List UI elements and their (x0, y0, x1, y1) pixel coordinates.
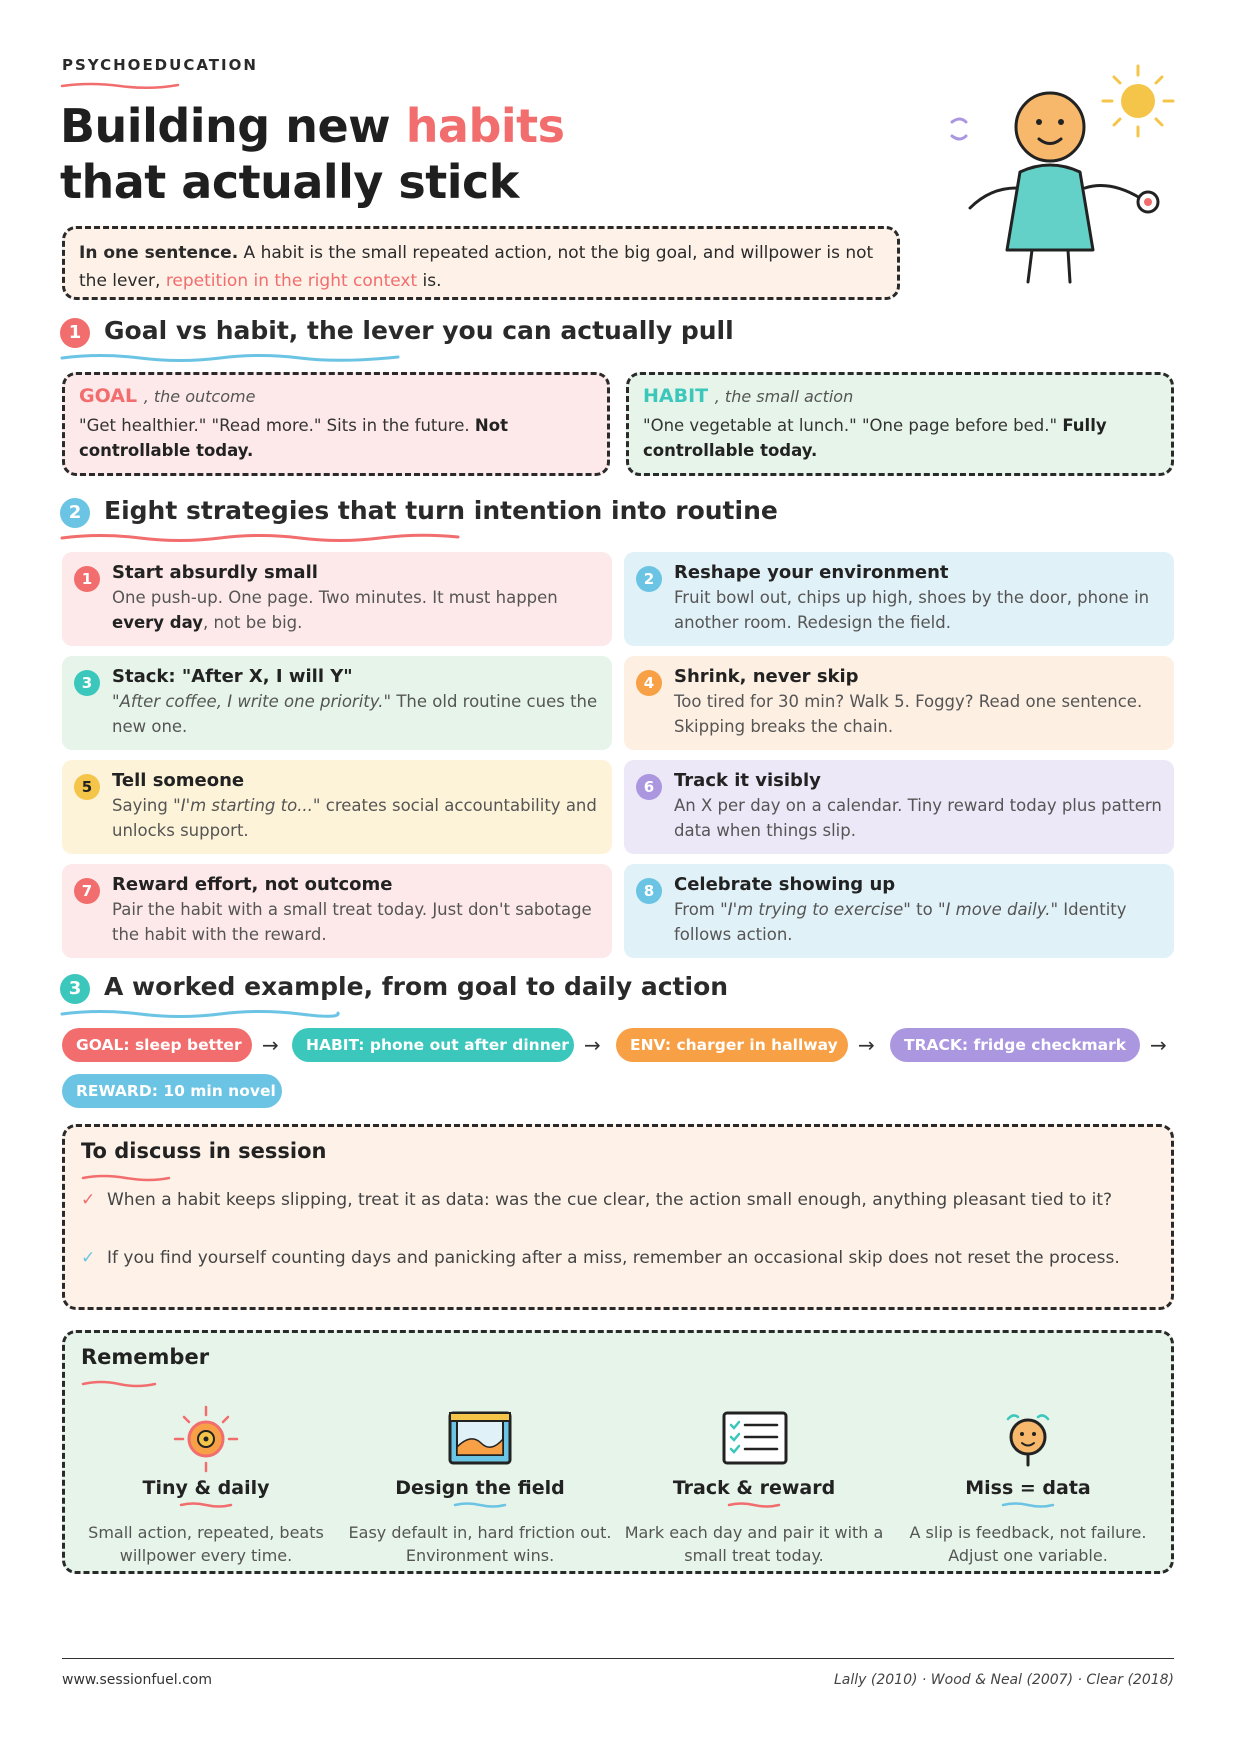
strategy-body-end: , not be big. (202, 613, 303, 632)
speech-mark-icon (952, 119, 966, 139)
strategy-title: Shrink, never skip (674, 666, 859, 687)
section-1-title: Goal vs habit, the lever you can actually pull (104, 316, 734, 345)
checklist-icon (719, 1403, 789, 1475)
section-1-underline (60, 352, 400, 364)
summary-highlight: repetition in the right context (165, 271, 418, 291)
remember-item-underline (727, 1501, 781, 1509)
discuss-item (81, 1245, 1141, 1272)
strategy-number-badge: 2 (636, 566, 662, 592)
remember-item-title: Tiny & daily (142, 1477, 270, 1499)
remember-item-title: Design the field (395, 1477, 565, 1499)
goal-sublabel: , the outcome (143, 387, 256, 406)
chain-step-habit: HABIT: phone out after dinner (292, 1028, 574, 1062)
strategy-title: Track it visibly (674, 770, 821, 791)
remember-item-body: Small action, repeated, beats willpower every time. (88, 1523, 324, 1565)
section-2-underline (60, 532, 460, 544)
discuss-item-text: When a habit keeps slipping, treat it as data: was the cue clear, the action small enough, anything pleasant tied to it? (107, 1190, 1113, 1210)
strategy-body: One push-up. One page. Two minutes. It must happen (112, 588, 558, 607)
chain-arrow-icon: → (262, 1033, 279, 1057)
discuss-title: To discuss in session (81, 1139, 327, 1163)
remember-item-underline (1001, 1501, 1055, 1509)
summary-text-b: is. (417, 271, 442, 291)
strategy-title: Tell someone (112, 770, 245, 791)
title-accent: habits (405, 99, 565, 153)
section-2-title: Eight strategies that turn intention into routine (104, 496, 778, 525)
strategy-body: creates social accountability and unlocks support. (112, 796, 597, 840)
goal-label: GOAL (79, 385, 138, 407)
habit-sublabel: , the small action (714, 387, 854, 406)
chain-arrow-icon: → (858, 1033, 875, 1057)
check-icon: ✓ (81, 1248, 96, 1268)
chain-step-env: ENV: charger in hallway (616, 1028, 848, 1062)
strategy-title: Stack: "After X, I will Y" (112, 666, 353, 687)
strategy-card-6 (624, 760, 1174, 854)
habit-bold: Fully controllable today. (643, 416, 1107, 460)
strategy-body-italic: "After coffee, I write one priority." (112, 692, 392, 711)
remember-item-body: Easy default in, hard friction out. Environment wins. (348, 1523, 612, 1565)
habit-body: "One vegetable at lunch." "One page before bed." (643, 416, 1058, 435)
section-3-title: A worked example, from goal to daily action (104, 972, 729, 1001)
strategy-body: An X per day on a calendar. Tiny reward today plus pattern data when things slip. (674, 796, 1162, 840)
section-1-number-badge: 1 (60, 318, 90, 348)
goal-box (62, 372, 610, 476)
strategy-body: Fruit bowl out, chips up high, shoes by the door, phone in another room. Redesign the field. (674, 588, 1150, 632)
strategy-body: The old routine cues the new one. (112, 692, 598, 736)
section-2-number-badge: 2 (60, 498, 90, 528)
remember-item-3 (619, 1403, 889, 1567)
strategy-body-italic: "I'm trying to exercise" (720, 900, 911, 919)
picture-frame-icon (445, 1403, 515, 1475)
remember-item-4 (893, 1403, 1163, 1567)
strategy-body-italic: "I'm starting to..." (173, 796, 321, 815)
chain-step-goal: GOAL: sleep better (62, 1028, 252, 1062)
footer-site-link[interactable]: www.sessionfuel.com (62, 1672, 212, 1688)
page-title (60, 98, 565, 210)
habit-label: HABIT (643, 385, 709, 407)
check-icon: ✓ (81, 1190, 96, 1210)
strategy-title: Reward effort, not outcome (112, 874, 393, 895)
footer-references: Lally (2010) · Wood & Neal (2007) · Clear (2018) (834, 1672, 1174, 1688)
strategy-body: Too tired for 30 min? Walk 5. Foggy? Read one sentence. Skipping breaks the chain. (674, 692, 1143, 736)
strategy-body-italic-2: "I move daily." (937, 900, 1059, 919)
summary-box (62, 226, 900, 300)
sun-target-icon (171, 1403, 241, 1475)
remember-item-title: Miss = data (965, 1477, 1091, 1499)
remember-item-underline (179, 1501, 233, 1509)
strategy-title: Start absurdly small (112, 562, 318, 583)
kicker-label: PSYCHOEDUCATION (62, 56, 258, 74)
strategy-number-badge: 7 (74, 878, 100, 904)
remember-item-2 (345, 1403, 615, 1567)
remember-title: Remember (81, 1345, 210, 1369)
strategy-number-badge: 6 (636, 774, 662, 800)
chain-step-track: TRACK: fridge checkmark (890, 1028, 1140, 1062)
summary-lead: In one sentence. (79, 243, 239, 263)
title-part1: Building new (60, 99, 406, 153)
strategy-card-7 (62, 864, 612, 958)
strategy-body: Pair the habit with a small treat today. Just don't sabotage the habit with the reward. (112, 900, 592, 944)
kicker-underline (60, 80, 180, 90)
strategy-title: Reshape your environment (674, 562, 949, 583)
strategy-card-4 (624, 656, 1174, 750)
remember-box (62, 1330, 1174, 1574)
figure-body (1007, 165, 1093, 250)
chain-step-reward: REWARD: 10 min novel (62, 1074, 282, 1108)
chain-arrow-icon: → (1150, 1033, 1167, 1057)
title-line2: that actually stick (60, 155, 519, 209)
chain-arrow-icon: → (584, 1033, 601, 1057)
section-3-underline (60, 1008, 340, 1020)
smiley-face-icon (993, 1403, 1063, 1475)
hero-figure-illustration (940, 60, 1180, 290)
remember-underline (81, 1379, 157, 1389)
strategy-number-badge: 1 (74, 566, 100, 592)
strategy-number-badge: 8 (636, 878, 662, 904)
strategy-body-pre: Saying (112, 796, 174, 815)
summary-text-a: A habit is the small repeated action, not the big goal, and willpower is not the lever, (79, 243, 874, 291)
discuss-box (62, 1124, 1174, 1310)
section-3-number-badge: 3 (60, 974, 90, 1004)
habit-box (626, 372, 1174, 476)
remember-item-title: Track & reward (672, 1477, 836, 1499)
remember-item-underline (453, 1501, 507, 1509)
strategy-body-bold: every day (112, 613, 203, 632)
goal-body: "Get healthier." "Read more." Sits in the future. (79, 416, 470, 435)
remember-item-1 (71, 1403, 341, 1567)
remember-item-body: A slip is feedback, not failure. Adjust one variable. (909, 1523, 1147, 1565)
strategy-body: Identity follows action. (674, 900, 1127, 944)
strategy-card-3 (62, 656, 612, 750)
strategy-number-badge: 3 (74, 670, 100, 696)
strategy-card-8 (624, 864, 1174, 958)
remember-item-body: Mark each day and pair it with a small treat today. (624, 1523, 884, 1565)
footer-divider (62, 1658, 1174, 1659)
strategy-title: Celebrate showing up (674, 874, 896, 895)
figure-head (1016, 93, 1084, 161)
strategy-number-badge: 5 (74, 774, 100, 800)
strategy-card-5 (62, 760, 612, 854)
strategy-card-1 (62, 552, 612, 646)
discuss-item (81, 1187, 1141, 1214)
discuss-underline (81, 1173, 171, 1183)
goal-bold: Not controllable today. (79, 416, 508, 460)
strategy-card-2 (624, 552, 1174, 646)
sun-icon (1103, 66, 1173, 136)
strategy-body-pre: From (674, 900, 721, 919)
strategy-number-badge: 4 (636, 670, 662, 696)
discuss-item-text: If you find yourself counting days and panicking after a miss, remember an occasional skip does not reset the process. (107, 1248, 1120, 1268)
strategy-body-mid: to (910, 900, 938, 919)
